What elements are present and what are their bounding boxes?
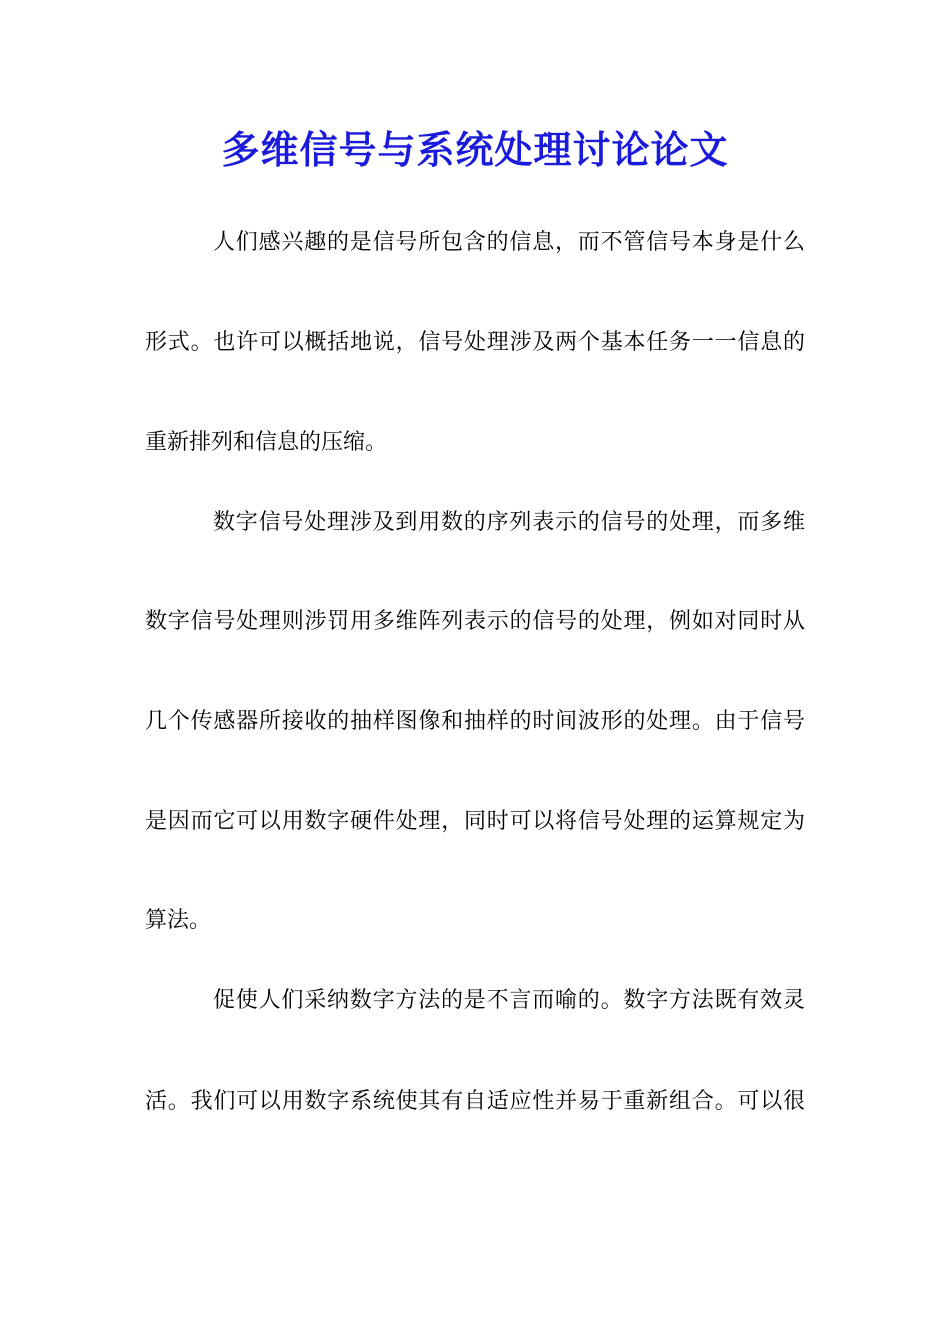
paragraph-1-line-1: 人们感兴趣的是信号所包含的信息，而不管信号本身是什么 [213,230,805,255]
paragraph-2-line-1: 数字信号处理涉及到用数的序列表示的信号的处理，而多维 [213,510,805,535]
paragraph-3-line-2: 活。我们可以用数字系统使其有自适应性并易于重新组合。可以很 [145,1089,805,1114]
document-title: 多维信号与系统处理讨论论文 [221,127,729,172]
paragraph-2-line-2: 数字信号处理则涉罚用多维阵列表示的信号的处理，例如对同时从 [145,609,805,634]
paragraph-3-line-1: 促使人们采纳数字方法的是不言而喻的。数字方法既有效灵 [213,988,805,1013]
paragraph-2-line-4: 是因而它可以用数字硬件处理，同时可以将信号处理的运算规定为 [145,809,805,834]
paragraph-1-line-3: 重新排列和信息的压缩。 [145,430,388,455]
paragraph-2-line-5: 算法。 [145,908,212,933]
paragraph-1-line-2: 形式。也许可以概括地说，信号处理涉及两个基本任务一一信息的 [145,330,805,355]
paragraph-2-line-3: 几个传感器所接收的抽样图像和抽样的时间波形的处理。由于信号 [145,709,805,734]
